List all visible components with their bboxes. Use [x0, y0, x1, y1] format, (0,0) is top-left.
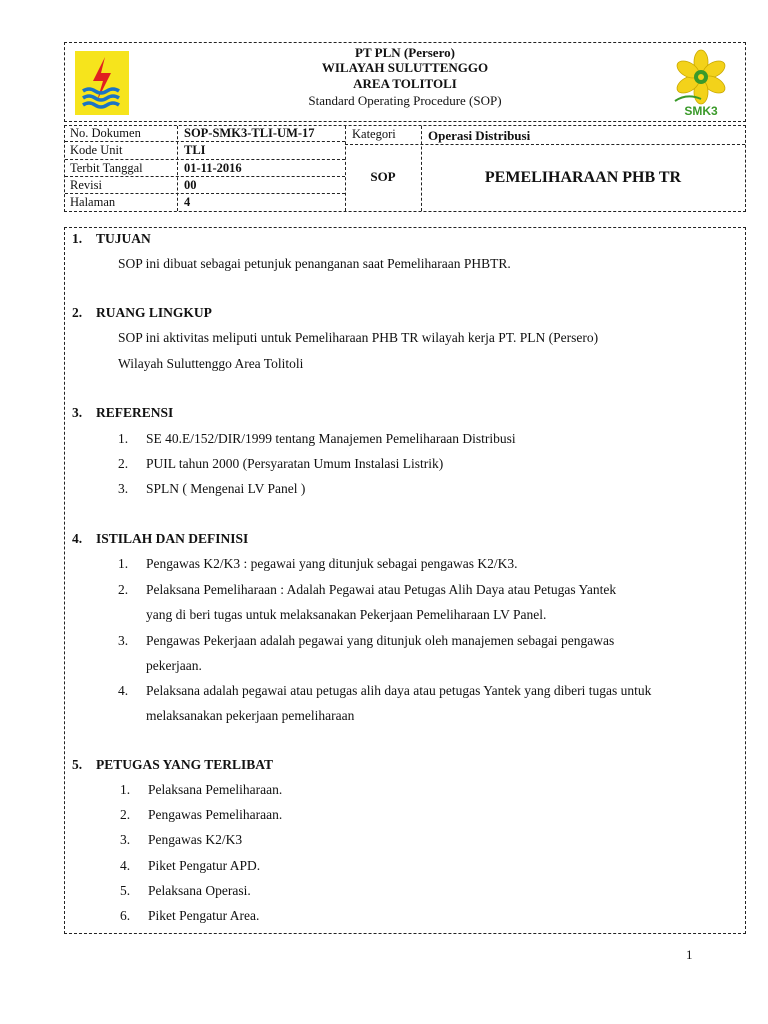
- halaman-value: 4: [184, 195, 191, 209]
- section-title: 1. TUJUAN: [72, 231, 151, 246]
- kode-unit-value: TLI: [184, 143, 206, 157]
- smk3-logo-text: SMK3: [684, 104, 718, 118]
- document-meta-table: [64, 125, 746, 212]
- section-title: 5. PETUGAS YANG TERLIBAT: [72, 757, 274, 772]
- kategori-label: Kategori: [352, 127, 396, 141]
- halaman-label: Halaman: [70, 195, 116, 209]
- region-name: WILAYAH SULUTTENGGO: [321, 60, 489, 75]
- no-dokumen-value: SOP-SMK3-TLI-UM-17: [184, 126, 315, 140]
- area-name: AREA TOLITOLI: [353, 76, 457, 91]
- smk3-logo: [665, 49, 737, 119]
- section-text: SOP ini aktivitas meliputi untuk Pemeliharaan PHB TR wilayah kerja PT. PLN (Persero): [118, 330, 599, 345]
- document-body: 1. TUJUAN SOP ini dibuat sebagai petunjuk penanganan saat Pemeliharaan PHBTR. 2. RUANG LINGKUP SOP ini aktivitas meliputi untuk Pemeliharaan PHB TR wilayah kerja PT. PLN (Persero) Wilayah Suluttenggo Area Tolitoli 3. REFERENSI 1. SE 40.E/152/DIR/1999 tentang Manajemen Pemeliharaan Distribusi 2. PUIL tahun 2000 (Persyaratan Umum Instalasi Listrik) 3. SPLN ( Mengenai LV Panel ) 4. ISTILAH DAN DEFINISI 1. Pengawas K2/K3 : pegawai yang ditunjuk sebagai pengawas K2/K3. 2. Pelaksana Pemeliharaan : Adalah Pegawai atau Petugas Alih Daya atau Petugas Yantek yang di beri tugas untuk melaksanakan Pekerjaan Pemeliharaan LV Panel. 3. Pengawas Pekerjaan adalah pegawai yang ditunjuk oleh manajemen sebagai pengawas pekerjaan. 4. Pelaksana adalah pegawai atau petugas alih daya atau petugas Yantek yang diberi tugas untuk melaksanakan pekerjaan pemeliharaan 5. PETUGAS YANG TERLIBAT 1. Pelaksana Pemeliharaan. 2. Pengawas Pemeliharaan. 3. Pengawas K2/K3 4. Piket Pengatur APD. 5. Pelaksana Operasi. 6. Piket Pengatur Area.: [64, 227, 746, 934]
- kode-unit-label: Kode Unit: [70, 143, 123, 157]
- terbit-tanggal-value: 01-11-2016: [184, 161, 242, 175]
- section-title: 2. RUANG LINGKUP: [72, 305, 212, 320]
- section-title: 3. REFERENSI: [72, 405, 174, 420]
- company-name: PT PLN (Persero): [355, 45, 455, 60]
- terbit-tanggal-label: Terbit Tanggal: [70, 161, 143, 175]
- section-text: Wilayah Suluttenggo Area Tolitoli: [118, 356, 304, 371]
- sop-label: SOP: [370, 169, 396, 184]
- document-title: PEMELIHARAAN PHB TR: [484, 169, 682, 186]
- no-dokumen-label: No. Dokumen: [70, 126, 141, 140]
- revisi-value: 00: [184, 178, 197, 192]
- page-number: 1: [686, 947, 693, 962]
- revisi-label: Revisi: [70, 178, 102, 192]
- document-header: [64, 42, 746, 122]
- kategori-value: Operasi Distribusi: [428, 128, 531, 143]
- section-text: SOP ini dibuat sebagai petunjuk penanganan saat Pemeliharaan PHBTR.: [118, 256, 511, 271]
- section-title: 4. ISTILAH DAN DEFINISI: [72, 531, 249, 546]
- document-type: Standard Operating Procedure (SOP): [308, 93, 502, 108]
